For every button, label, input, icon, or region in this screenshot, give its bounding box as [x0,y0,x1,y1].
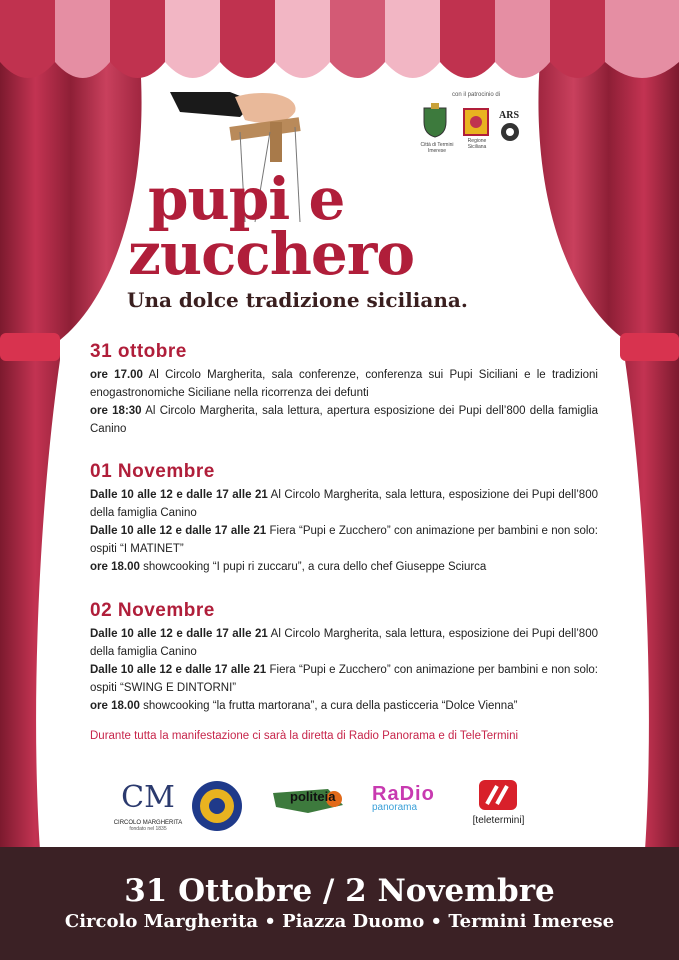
regione-crest-icon [463,108,489,136]
title-line-2: zucchero [128,220,415,288]
schedule-item: ore 18.00 showcooking “I pupi ri zuccaru”, a cura dello chef Giuseppe Sciurca [90,561,487,573]
teletermini-logo-icon [479,780,517,810]
schedule-item: Dalle 10 alle 12 e dalle 17 alle 21 Fiera “Pupi e Zucchero” con animazione per bambini e non solo: ospiti “SWING E DINTORNI” [90,664,598,694]
regione-label: Regione Siciliana [467,138,487,150]
radio-sub-label: panorama [372,802,418,813]
association-seal-icon [191,780,243,832]
sponsor-teletermini [461,780,536,840]
ars-emblem-icon [500,122,520,142]
schedule-item: ore 17.00 Al Circolo Margherita, sala conferenze, conferenza sui Pupi Siciliani e le tradizioni enogastronomiche Siciliane nella ricorrenza dei defunti [90,369,598,399]
radio-label: RaDio [372,783,435,805]
schedule-item: ore 18:30 Al Circolo Margherita, sala lettura, apertura esposizione dei Pupi dell’800 della famiglia Canino [90,405,598,435]
day-section-02-novembre [90,599,598,715]
comune-label: Città di Termini Imerese [420,142,454,154]
circolo-label: CIRCOLO MARGHERITA [113,820,183,826]
teletermini-label: [teletermini] [472,815,525,826]
schedule-item: Dalle 10 alle 12 e dalle 17 alle 21 Fiera “Pupi e Zucchero” con animazione per bambini e non solo: ospiti “I MATINET” [90,525,598,555]
schedule-item: Dalle 10 alle 12 e dalle 17 alle 21 Al Circolo Margherita, sala lettura, esposizione dei Pupi dell’800 della famiglia Canino [90,489,598,519]
patronage-label: con il patrocinio di [452,92,501,98]
day-heading: 01 Novembre [90,461,215,482]
footer-place: Circolo Margherita • Piazza Duomo • Termini Imerese [64,911,615,932]
sponsor-circolo-margherita [108,775,188,835]
sponsor-radio-panorama [372,783,436,843]
comune-crest-icon [420,102,450,138]
title-line-1: pupi e [148,165,345,233]
schedule-item: ore 18.00 showcooking “la frutta martorana”, a cura della pasticceria “Dolce Vienna” [90,700,518,712]
footer-dates: 31 Ottobre / 2 Novembre [124,873,555,909]
day-heading: 31 ottobre [90,341,187,362]
circolo-sub-label: fondato nel 1835 [129,826,167,832]
ars-label: ARS [499,110,520,121]
day-section-31-ottobre [90,340,598,438]
politeia-label: politeia [290,789,336,804]
circolo-monogram-icon [108,775,188,815]
schedule-item: Dalle 10 alle 12 e dalle 17 alle 21 Al Circolo Margherita, sala lettura, esposizione dei Pupi dell’800 della famiglia Canino [90,628,598,658]
tagline: Una dolce tradizione siciliana. [127,288,468,312]
day-section-01-novembre [90,460,598,576]
svg-text:CM: CM [121,780,175,815]
sponsor-politeia [268,785,348,845]
broadcast-note: Durante tutta la manifestazione ci sarà la diretta di Radio Panorama e di TeleTermini [90,730,519,742]
day-heading: 02 Novembre [90,600,215,621]
